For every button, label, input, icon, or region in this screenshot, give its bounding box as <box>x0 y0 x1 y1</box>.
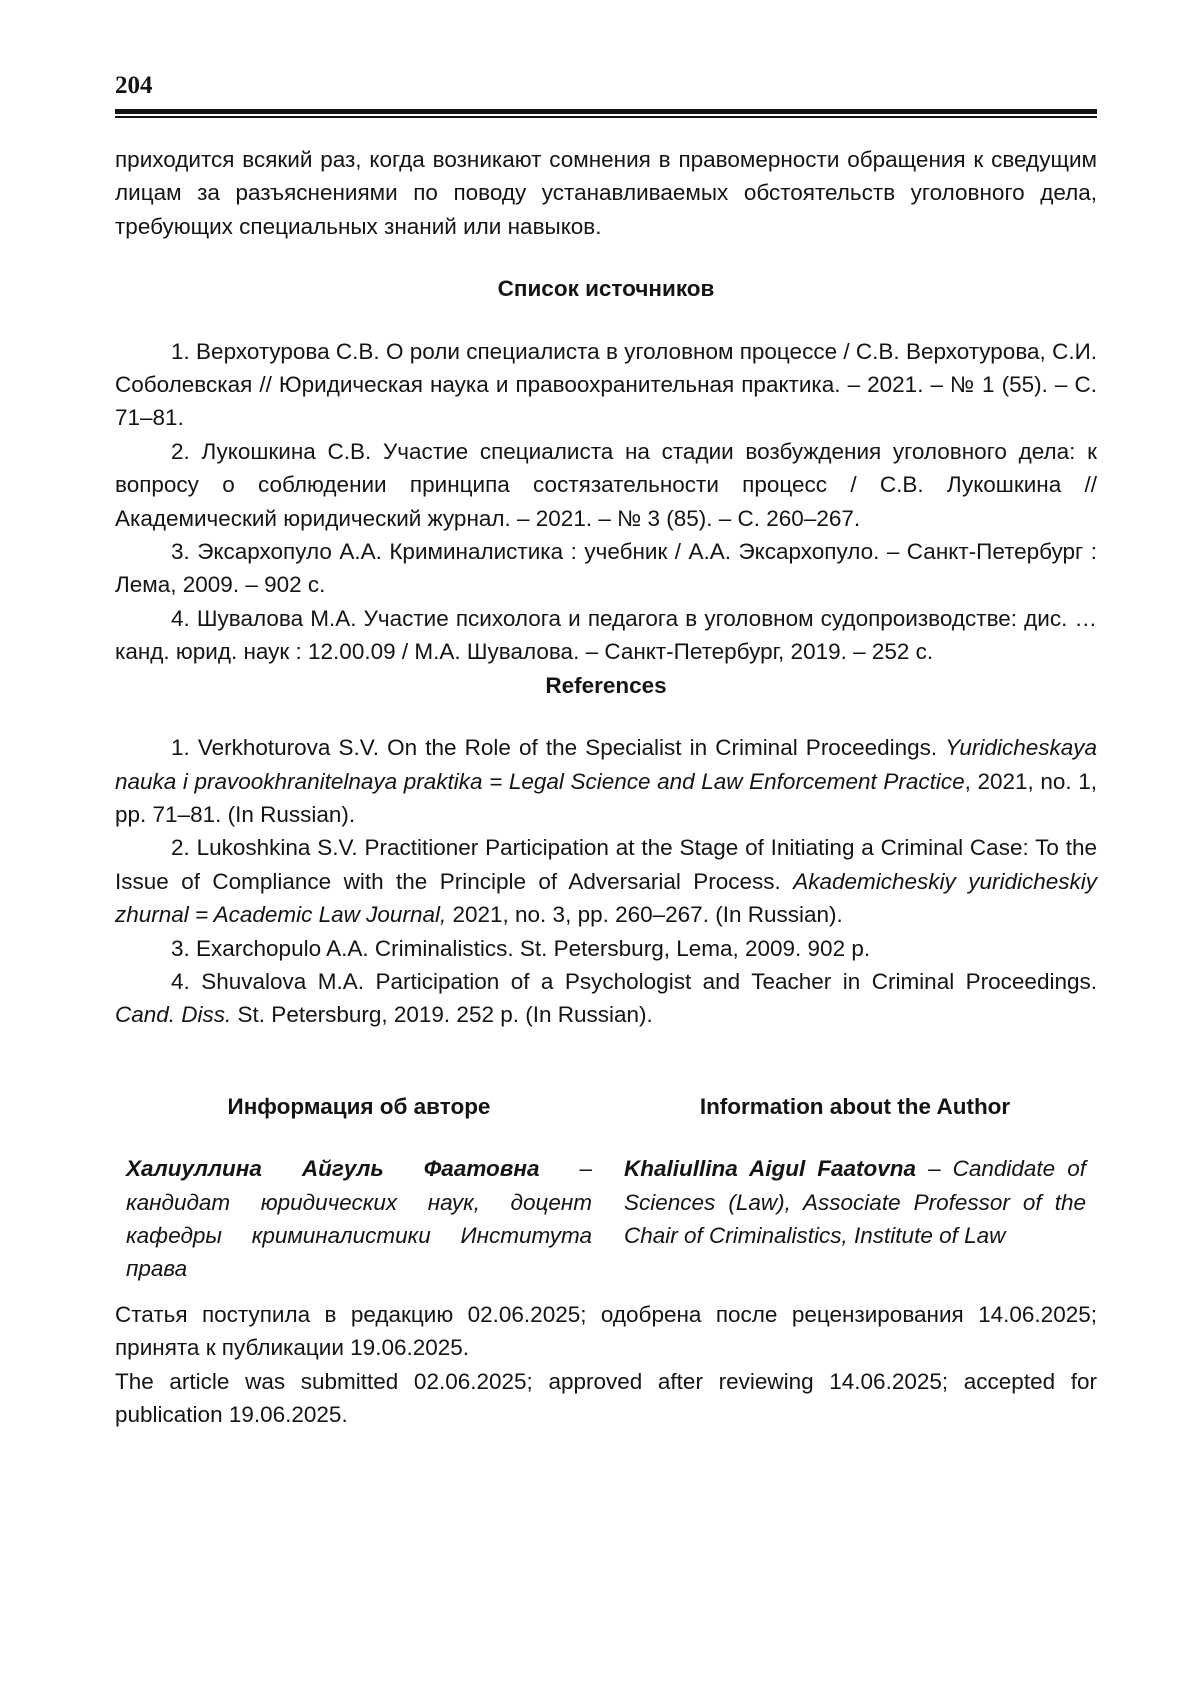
author-name-en: Khaliullina Aigul Faatovna <box>624 1156 917 1182</box>
source-item: 4. Шувалова М.А. Участие психолога и педагога в уголовном судопроизводстве: дис. … канд. юрид. наук : 12.00.09 / М.А. Шувалова. – Санкт-Петербург, 2019. – 252 с. <box>115 605 1097 665</box>
reference-item: 2. Lukoshkina S.V. Practitioner Participation at the Stage of Initiating a Criminal Case: To the Issue of Compliance with the Principle of Adversarial Process. Akademicheskiy yuridicheskiy zhurnal = Academic Law Journal, 2021, no. 3, pp. 260–267. (In Russian). <box>115 835 1097 928</box>
author-heading-ru: Информация об авторе <box>227 1093 491 1119</box>
page-number: 204 <box>115 72 153 99</box>
header-rule-thick <box>115 109 1097 114</box>
author-name-ru: Халиуллина Айгуль Фаатовна <box>126 1156 540 1182</box>
author-description-ru: – кандидат юридических наук, доцент кафедры криминалистики Института права <box>126 1156 592 1282</box>
author-info-en <box>624 1090 1097 1286</box>
references-heading: References <box>545 672 667 698</box>
page-content <box>115 143 1097 1431</box>
author-heading-en: Information about the Author <box>699 1093 1011 1119</box>
author-info-ru <box>115 1090 592 1286</box>
source-item: 2. Лукошкина С.В. Участие специалиста на стадии возбуждения уголовного дела: к вопросу о соблюдении принципа состязательности процесс / С.В. Лукошкина // Академический юридический журнал. – 2021. – № 3 (85). – С. 260–267. <box>115 438 1097 531</box>
article-dates-en: The article was submitted 02.06.2025; approved after reviewing 14.06.2025; accepted for publication 19.06.2025. <box>115 1368 1097 1427</box>
sources-heading: Список источников <box>497 276 715 302</box>
article-dates-ru: Статья поступила в редакцию 02.06.2025; одобрена после рецензирования 14.06.2025; принята к публикации 19.06.2025. <box>115 1301 1097 1361</box>
intro-paragraph: приходится всякий раз, когда возникают сомнения в правомерности обращения к сведущим лицам за разъяснениями по поводу устанавливаемых обстоятельств уголовного дела, требующих специальных знаний или навыков. <box>115 147 1097 239</box>
author-details-en <box>624 1152 1086 1252</box>
source-item: 3. Эксархопуло А.А. Криминалистика : учебник / А.А. Эксархопуло. – Санкт-Петербург : Лема, 2009. – 902 с. <box>115 539 1097 598</box>
header-rule-thin <box>115 116 1097 118</box>
reference-item: 3. Exarchopulo A.A. Criminalistics. St. Petersburg, Lema, 2009. 902 p. <box>171 935 871 961</box>
source-item: 1. Верхотурова С.В. О роли специалиста в уголовном процессе / С.В. Верхотурова, С.И. Соболевская // Юридическая наука и правоохранительная практика. – 2021. – № 1 (55). – С. 71–81. <box>115 338 1097 431</box>
reference-item: 4. Shuvalova M.A. Participation of a Psychologist and Teacher in Criminal Proceedings. Cand. Diss. St. Petersburg, 2019. 252 p. (In Russian). <box>115 968 1097 1028</box>
author-details-ru <box>126 1152 592 1286</box>
reference-item: 1. Verkhoturova S.V. On the Role of the Specialist in Criminal Proceedings. Yuridicheskaya nauka i pravookhranitelnaya praktika = Legal Science and Law Enforcement Practice, 2021, no. 1, pp. 71–81. (In Russian). <box>115 735 1098 827</box>
author-info <box>115 1090 1097 1286</box>
author-description-en: – Candidate of Sciences (Law), Associate Professor of the Chair of Criminalistics, Institute of Law <box>624 1156 1086 1248</box>
